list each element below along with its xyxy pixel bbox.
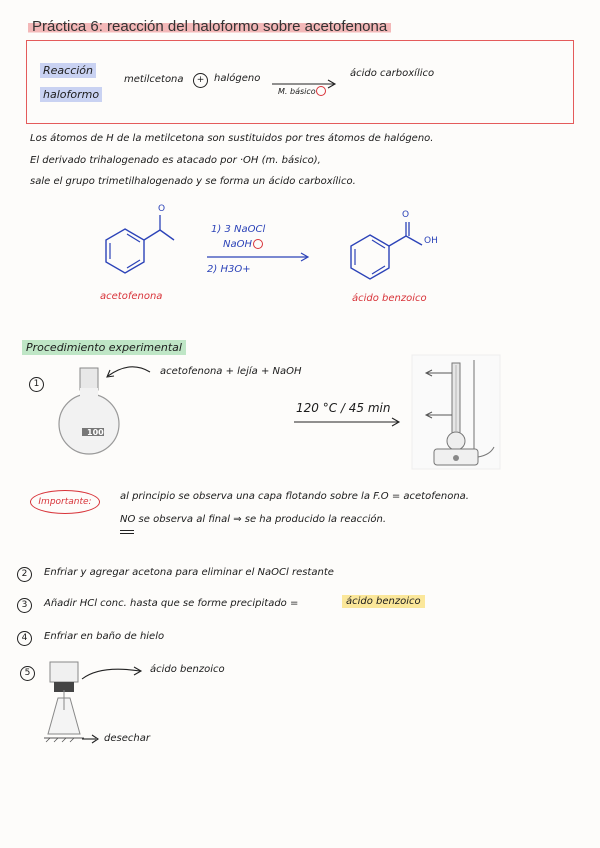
reaction-label-line1: Reacción	[40, 63, 96, 78]
paragraph-line-3: sale el grupo trimetilhalogenado y se forma un ácido carboxílico.	[30, 176, 356, 187]
benzoic-o-label: O	[402, 210, 410, 220]
flask-volume-label: 100	[87, 428, 104, 437]
acetophenone-name: acetofenona	[100, 291, 163, 302]
plus-sign: +	[193, 73, 208, 88]
product-carboxylic-acid: ácido carboxílico	[350, 68, 435, 79]
benzoic-oh-label: OH	[424, 236, 438, 246]
important-line-1: al principio se observa una capa flotando sobre la F.O = acetofenona.	[120, 491, 469, 502]
benzoic-acid-structure	[340, 215, 440, 285]
no-underline	[120, 530, 134, 531]
step-4-text: Enfriar en baño de hielo	[44, 631, 165, 642]
step-2-text: Enfriar y agregar acetona para eliminar el NaOCl restante	[44, 567, 334, 578]
step-3-text: Añadir HCl conc. hasta que se forme precipitado =	[44, 598, 299, 609]
curved-arrow-icon	[100, 362, 155, 382]
reactant-halogen: halógeno	[214, 73, 261, 84]
step-5-waste: desechar	[104, 733, 150, 744]
arrow-to-product	[80, 663, 145, 683]
negative-charge-icon	[316, 86, 326, 96]
step-1-text: acetofenona + lejía + NaOH	[160, 366, 302, 377]
page-title: Práctica 6: reacción del haloformo sobre acetofenona	[28, 18, 391, 35]
acetophenone-o-label: O	[158, 204, 166, 214]
reagent-step1-base: NaOH	[223, 239, 252, 250]
acetophenone-structure	[100, 215, 170, 285]
paragraph-line-2: El derivado trihalogenado es atacado por ·OH (m. básico),	[30, 155, 321, 166]
step-4-number: 4	[17, 631, 32, 646]
negative-charge-icon	[253, 239, 263, 249]
important-label: Importante:	[30, 490, 100, 514]
reflux-setup-icon	[412, 355, 502, 470]
reaction-arrow-main	[207, 253, 312, 263]
benzoic-acid-name: ácido benzoico	[352, 293, 427, 304]
step-3-highlight: ácido benzoico	[342, 595, 425, 608]
step-5-number: 5	[20, 666, 35, 681]
reagent-step1: 1) 3 NaOCl	[211, 224, 266, 235]
conditions-arrow	[294, 418, 404, 428]
arrow-to-waste	[82, 735, 102, 745]
step-5-product: ácido benzoico	[150, 664, 225, 675]
condition-basic: M. básico	[278, 87, 316, 96]
step-1-number: 1	[29, 377, 44, 392]
paragraph-line-1: Los átomos de H de la metilcetona son sustituidos por tres átomos de halógeno.	[30, 133, 434, 144]
procedure-heading: Procedimiento experimental	[22, 340, 186, 355]
reactant-methylketone: metilcetona	[124, 74, 184, 85]
step-3-number: 3	[17, 598, 32, 613]
reagent-step2: 2) H3O+	[207, 264, 251, 275]
reaction-label-line2: haloformo	[40, 87, 102, 102]
step-2-number: 2	[17, 567, 32, 582]
no-underline	[120, 533, 134, 534]
important-line-2: NO se observa al final ⇒ se ha producido la reacción.	[120, 514, 387, 525]
step-1-conditions: 120 °C / 45 min	[296, 401, 391, 415]
